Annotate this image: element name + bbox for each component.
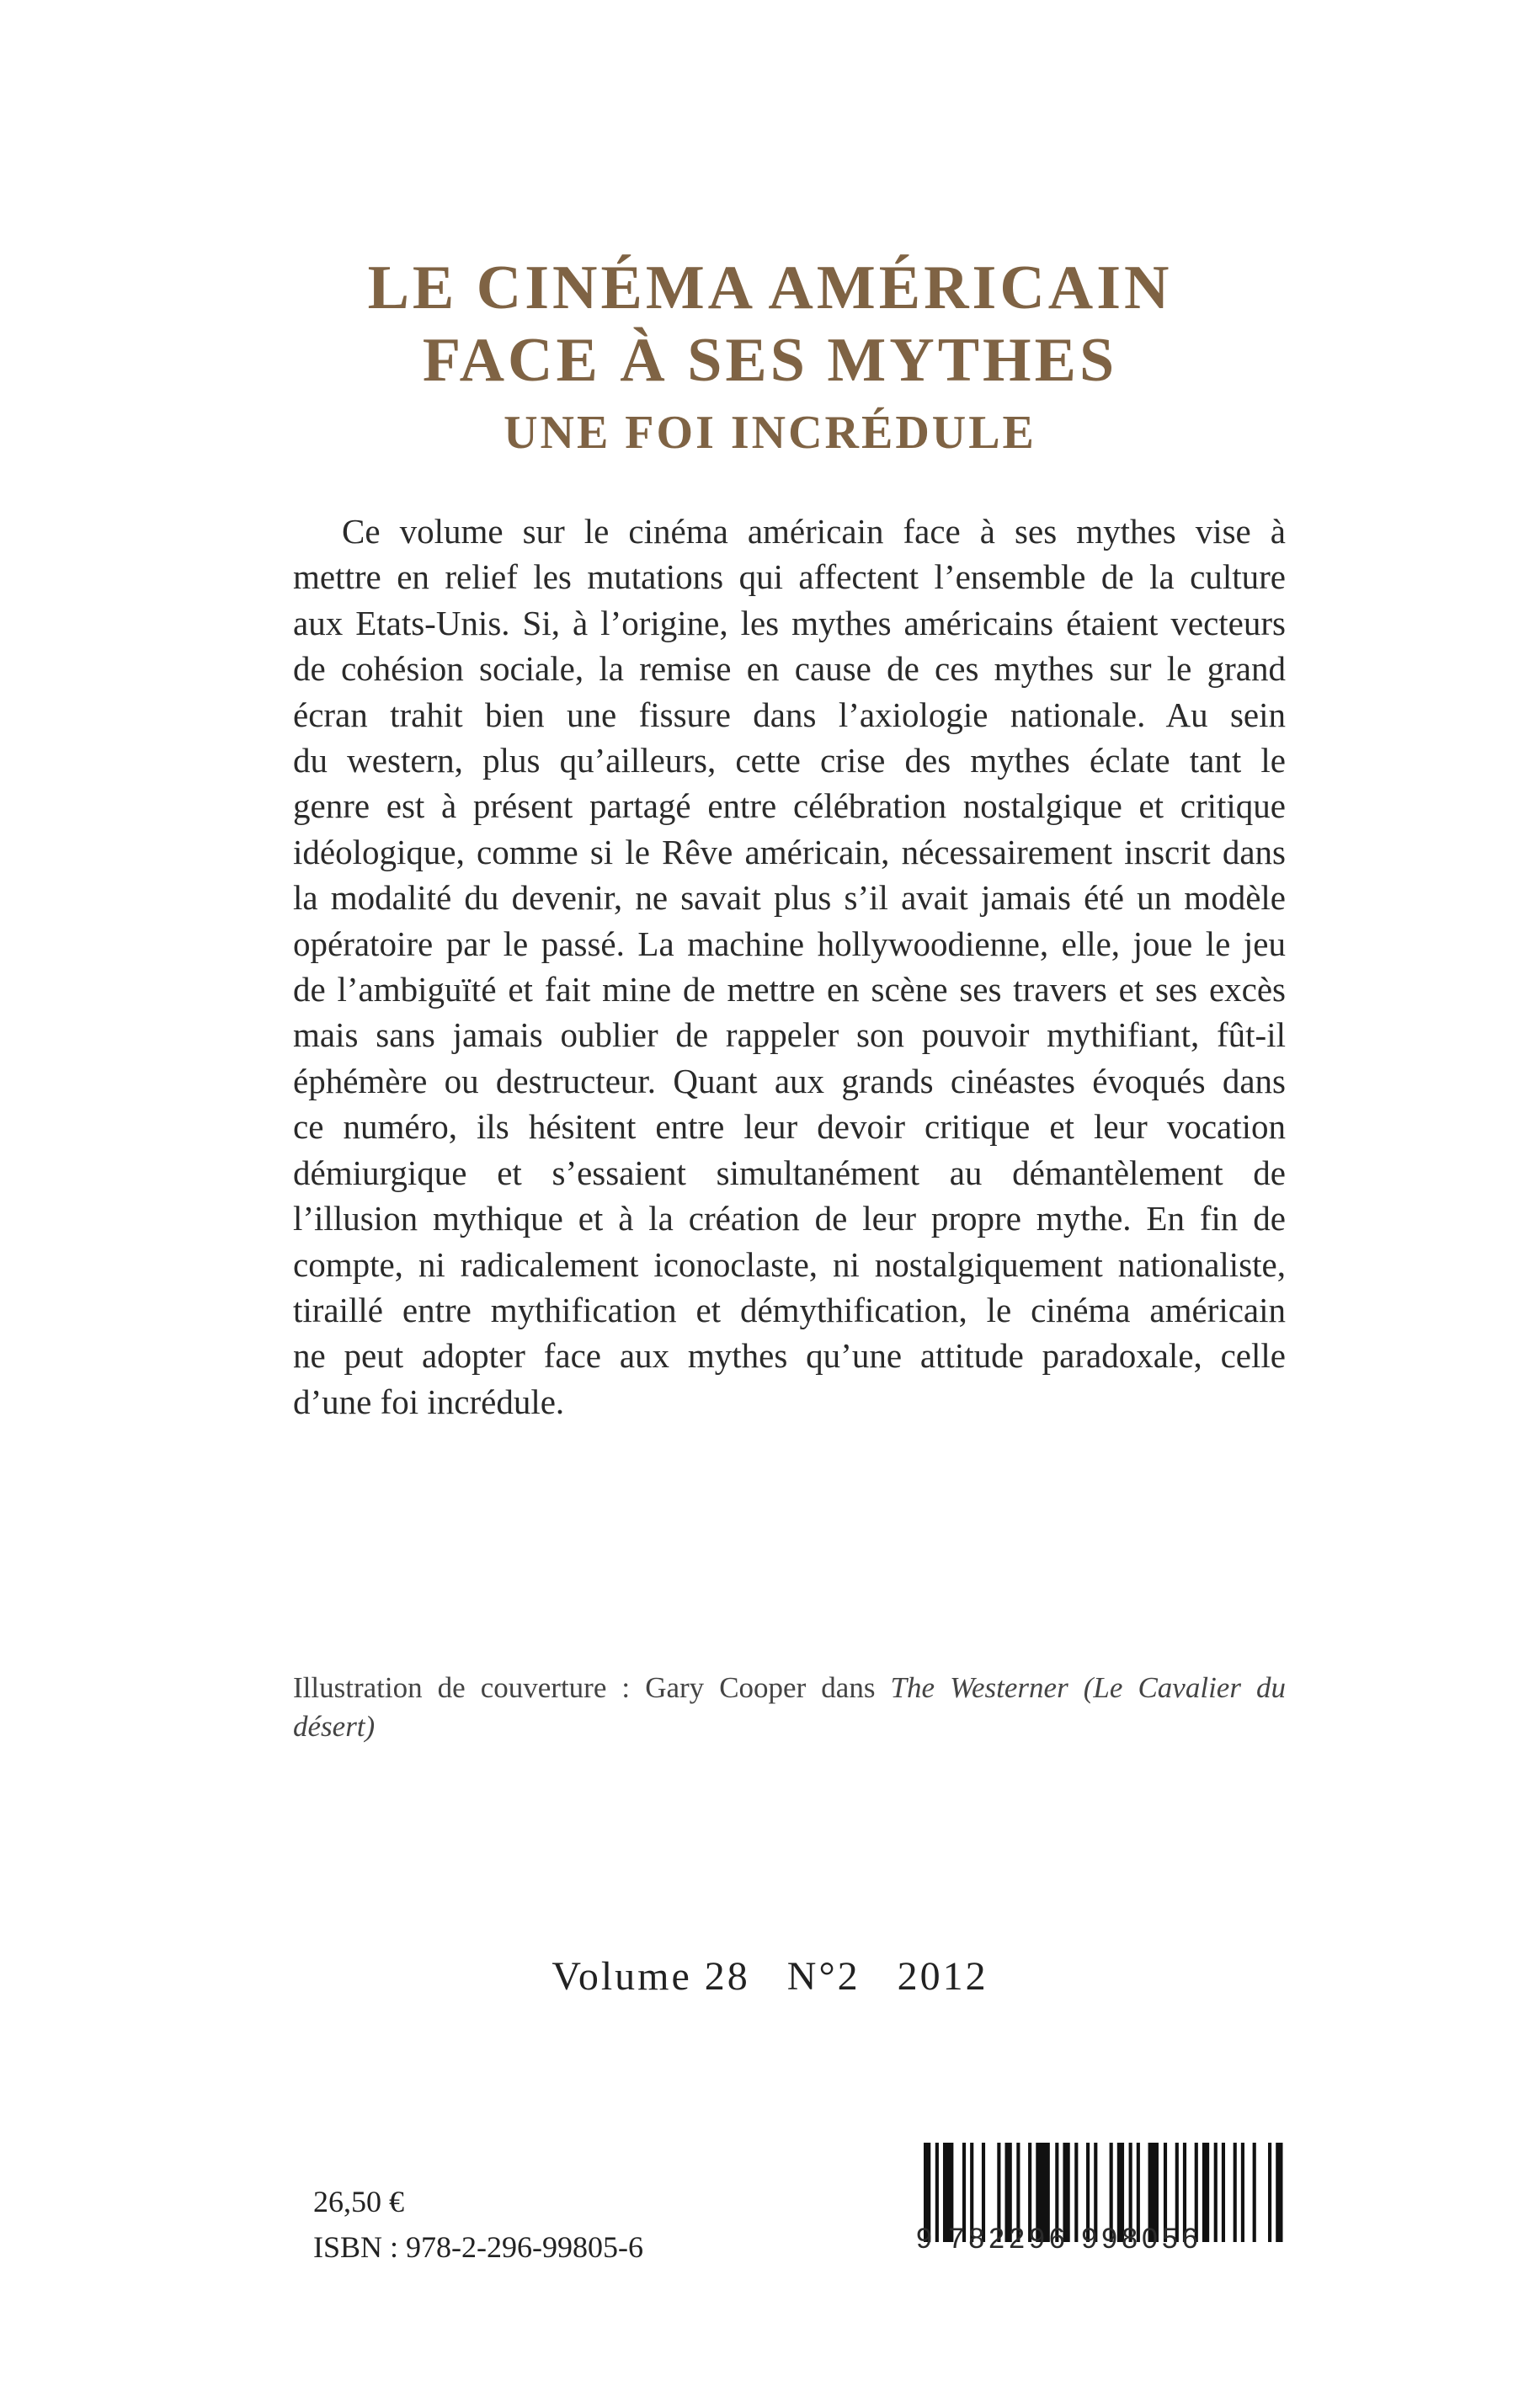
summary-line: l’illusion mythique et à la création de leur propre mythe. En fin de: [293, 1199, 1286, 1238]
price: 26,50 €: [313, 2185, 404, 2218]
summary-line: éphémère ou destructeur. Quant aux grands cinéastes évoqués dans: [293, 1061, 1286, 1100]
caption-film-title: The Westerner (Le Cavalier du désert): [293, 1671, 1286, 1743]
issue-volume: Volume 28: [552, 1954, 750, 1999]
isbn: ISBN : 978-2-296-99805-6: [313, 2230, 643, 2264]
summary-line: d’une foi incrédule.: [293, 1382, 565, 1421]
caption-prefix: Illustration de couverture : Gary Cooper dans: [293, 1671, 891, 1704]
summary-line: de l’ambiguïté et fait mine de mettre en scène ses travers et ses excès: [293, 970, 1286, 1009]
summary-line: aux Etats-Unis. Si, à l’origine, les mythes américains étaient vecteurs: [293, 603, 1286, 642]
summary-line: ce numéro, ils hésitent entre leur devoir critique et leur vocation: [293, 1107, 1286, 1147]
summary-line: la modalité du devenir, ne savait plus s’il avait jamais été un modèle: [293, 878, 1286, 918]
cover-illustration-caption: [293, 1669, 1286, 1746]
summary-line: idéologique, comme si le Rêve américain, nécessairement inscrit dans: [293, 832, 1286, 871]
issue-info: [0, 1953, 1540, 2000]
summary-line: démiurgique et s’essaient simultanément au démantèlement de: [293, 1153, 1286, 1192]
summary-line: mais sans jamais oublier de rappeler son pouvoir mythifiant, fût-il: [293, 1015, 1286, 1055]
summary-line: genre est à présent partagé entre célébration nostalgique et critique: [293, 786, 1286, 826]
book-subtitle: UNE FOI INCRÉDULE: [504, 407, 1036, 459]
summary-line: ne peut adopter face aux mythes qu’une attitude paradoxale, celle: [293, 1336, 1286, 1376]
issue-number: N°2: [786, 1954, 861, 1999]
summary-line: du western, plus qu’ailleurs, cette crise des mythes éclate tant le: [293, 741, 1286, 780]
summary-line: tiraillé entre mythification et démythification, le cinéma américain: [293, 1290, 1286, 1329]
summary-line: opératoire par le passé. La machine hollywoodienne, elle, joue le jeu: [293, 924, 1286, 963]
summary-line: compte, ni radicalement iconoclaste, ni nostalgiquement nationaliste,: [293, 1244, 1286, 1284]
summary-line: Ce volume sur le cinéma américain face à ses mythes vise à: [342, 512, 1286, 551]
summary-line: de cohésion sociale, la remise en cause de ces mythes sur le grand: [293, 649, 1286, 689]
barcode-number: 9 782296 998056: [916, 2223, 1202, 2255]
issue-year: 2012: [897, 1954, 988, 1999]
book-title-line-1: LE CINÉMA AMÉRICAIN: [367, 253, 1173, 322]
book-title-line-2: FACE À SES MYTHES: [422, 326, 1118, 395]
summary-line: mettre en relief les mutations qui affectent l’ensemble de la culture: [293, 557, 1286, 597]
summary-line: écran trahit bien une fissure dans l’axiologie nationale. Au sein: [293, 695, 1286, 734]
summary-text: [293, 509, 1286, 1425]
